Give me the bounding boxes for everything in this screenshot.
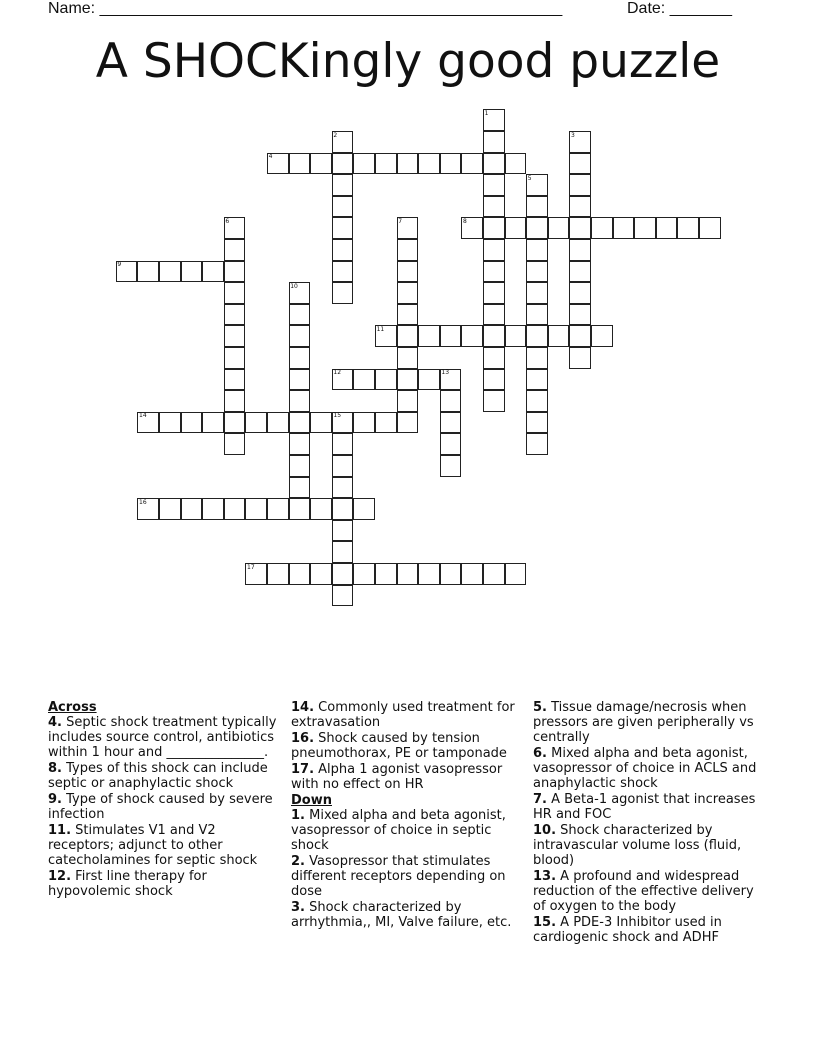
grid-cell[interactable] xyxy=(245,412,267,434)
clue-text: Type of shock caused by severe infection xyxy=(48,792,273,822)
clue-number-label: 15 xyxy=(333,412,342,420)
grid-cell[interactable] xyxy=(289,347,311,369)
grid-cell[interactable] xyxy=(332,455,354,477)
clue-number: 16. xyxy=(291,731,315,746)
grid-cell[interactable] xyxy=(483,217,505,239)
grid-cell[interactable] xyxy=(483,153,505,175)
grid-cell[interactable] xyxy=(526,217,548,239)
grid-cell[interactable] xyxy=(375,412,397,434)
clue-number-label: 7 xyxy=(398,218,403,225)
clue-text: A PDE-3 Inhibitor used in cardiogenic shock and ADHF xyxy=(533,915,722,945)
grid-cell[interactable] xyxy=(289,477,311,499)
clue-number: 10. xyxy=(533,823,557,838)
grid-cell[interactable] xyxy=(245,498,267,520)
grid-cell[interactable] xyxy=(224,498,246,520)
grid-cell[interactable] xyxy=(332,261,354,283)
grid-cell[interactable] xyxy=(569,196,591,218)
clue-text: Stimulates V1 and V2 receptors; adjunct to other catecholamines for septic shock xyxy=(48,823,258,868)
grid-cell[interactable] xyxy=(397,282,419,304)
grid-cell[interactable] xyxy=(569,304,591,326)
clue-number: 13. xyxy=(533,869,557,884)
clue-number-label: 5 xyxy=(527,174,532,182)
clue-item xyxy=(291,808,523,853)
clue-number-label: 2 xyxy=(333,131,338,139)
grid-cell[interactable] xyxy=(397,325,419,347)
grid-cell[interactable] xyxy=(397,347,419,369)
clue-item xyxy=(533,792,763,822)
grid-cell[interactable] xyxy=(440,325,462,347)
grid-cell[interactable] xyxy=(569,217,591,239)
grid-cell[interactable] xyxy=(202,498,224,520)
grid-cell[interactable] xyxy=(677,217,699,239)
grid-cell[interactable] xyxy=(591,325,613,347)
grid-cell[interactable] xyxy=(289,498,311,520)
grid-cell[interactable] xyxy=(224,325,246,347)
grid-cell[interactable] xyxy=(332,585,354,607)
grid-cell[interactable] xyxy=(591,217,613,239)
grid-cell[interactable] xyxy=(289,153,311,175)
grid-cell[interactable] xyxy=(440,455,462,477)
grid-cell[interactable] xyxy=(569,261,591,283)
clue-item xyxy=(291,731,523,761)
grid-cell[interactable] xyxy=(526,433,548,455)
grid-cell[interactable] xyxy=(526,369,548,391)
grid-cell[interactable] xyxy=(569,282,591,304)
grid-cell[interactable] xyxy=(202,261,224,283)
clue-number: 8. xyxy=(48,761,62,776)
grid-cell[interactable] xyxy=(224,347,246,369)
grid-cell[interactable] xyxy=(332,520,354,542)
clue-number-label: 9 xyxy=(117,261,122,269)
grid-cell[interactable] xyxy=(569,325,591,347)
grid-cell[interactable] xyxy=(224,390,246,412)
grid-cell[interactable] xyxy=(353,412,375,434)
clue-number-label: 8 xyxy=(463,218,467,225)
grid-cell[interactable] xyxy=(440,390,462,412)
grid-cell[interactable] xyxy=(289,455,311,477)
grid-cell[interactable] xyxy=(224,369,246,391)
grid-cell[interactable] xyxy=(353,563,375,585)
clue-number-label: 4 xyxy=(268,153,273,161)
clue-text: A profound and widespread reduction of the effective delivery of oxygen to the body xyxy=(533,869,754,914)
clue-number: 12. xyxy=(48,869,72,884)
grid-cell[interactable] xyxy=(440,153,462,175)
clue-text: Shock characterized by arrhythmia,, MI, Valve failure, etc. xyxy=(291,900,512,930)
puzzle-title: A SHOCKingly good puzzle xyxy=(95,34,721,89)
grid-cell[interactable] xyxy=(267,412,289,434)
grid-cell[interactable] xyxy=(483,239,505,261)
down-heading: Down xyxy=(291,793,332,808)
clue-text: Septic shock treatment typically includes source control, antibiotics within 1 hour and _______________. xyxy=(48,715,277,760)
grid-cell[interactable] xyxy=(289,304,311,326)
clue-item xyxy=(291,854,523,899)
across-heading: Across xyxy=(48,700,97,715)
grid-cell[interactable] xyxy=(353,369,375,391)
grid-cell[interactable] xyxy=(526,304,548,326)
grid-cell[interactable] xyxy=(483,174,505,196)
grid-cell[interactable] xyxy=(634,217,656,239)
grid-cell[interactable] xyxy=(483,369,505,391)
down-clue-list xyxy=(291,808,523,930)
clues-column-3 xyxy=(533,700,763,946)
clue-number: 2. xyxy=(291,854,305,869)
grid-cell[interactable] xyxy=(332,239,354,261)
clue-number: 5. xyxy=(533,700,547,715)
grid-cell[interactable] xyxy=(289,433,311,455)
clue-item xyxy=(48,715,280,760)
grid-cell[interactable] xyxy=(397,261,419,283)
grid-cell[interactable] xyxy=(461,153,483,175)
grid-cell[interactable] xyxy=(332,433,354,455)
clue-item xyxy=(533,915,763,945)
across-clue-list xyxy=(48,715,280,899)
grid-cell[interactable] xyxy=(397,369,419,391)
grid-cell[interactable] xyxy=(483,131,505,153)
clue-item xyxy=(533,746,763,791)
grid-cell[interactable] xyxy=(440,433,462,455)
grid-cell[interactable] xyxy=(375,153,397,175)
grid-cell[interactable] xyxy=(483,261,505,283)
grid-cell[interactable] xyxy=(418,153,440,175)
clue-number-label: 17 xyxy=(247,563,255,571)
clue-number-label: 14 xyxy=(139,412,147,420)
name-field: Name: ____________________________________________________ xyxy=(48,0,563,17)
clue-item xyxy=(291,762,523,792)
grid-cell[interactable] xyxy=(548,217,570,239)
grid-cell[interactable] xyxy=(375,369,397,391)
clues-column-2 xyxy=(291,700,523,931)
clue-item xyxy=(291,700,523,730)
clue-number: 1. xyxy=(291,808,305,823)
clue-number-label: 6 xyxy=(225,218,230,225)
grid-cell[interactable] xyxy=(483,563,505,585)
clue-text: First line therapy for hypovolemic shock xyxy=(48,869,207,899)
grid-cell[interactable] xyxy=(526,412,548,434)
grid-cell[interactable] xyxy=(137,261,159,283)
grid-cell[interactable] xyxy=(310,412,332,434)
grid-cell[interactable] xyxy=(289,369,311,391)
grid-cell[interactable] xyxy=(569,174,591,196)
clue-number: 14. xyxy=(291,700,315,715)
grid-cell[interactable] xyxy=(353,153,375,175)
grid-cell[interactable] xyxy=(418,325,440,347)
grid-cell[interactable] xyxy=(289,390,311,412)
grid-cell[interactable] xyxy=(181,498,203,520)
grid-cell[interactable] xyxy=(505,153,527,175)
grid-cell[interactable] xyxy=(375,563,397,585)
grid-cell[interactable] xyxy=(224,433,246,455)
grid-cell[interactable] xyxy=(224,239,246,261)
grid-cell[interactable] xyxy=(159,498,181,520)
clue-number-label: 16 xyxy=(139,498,147,506)
clue-number: 17. xyxy=(291,762,315,777)
grid-cell[interactable] xyxy=(483,304,505,326)
grid-cell[interactable] xyxy=(418,563,440,585)
grid-cell[interactable] xyxy=(310,153,332,175)
grid-cell[interactable] xyxy=(397,412,419,434)
grid-cell[interactable] xyxy=(483,282,505,304)
grid-cell[interactable] xyxy=(526,282,548,304)
grid-cell[interactable] xyxy=(310,563,332,585)
grid-cell[interactable] xyxy=(505,563,527,585)
grid-cell[interactable] xyxy=(267,498,289,520)
clue-number-label: 10 xyxy=(290,282,298,290)
down-clue-list-continued xyxy=(533,700,763,945)
grid-cell[interactable] xyxy=(526,347,548,369)
grid-cell[interactable] xyxy=(397,563,419,585)
grid-cell[interactable] xyxy=(505,217,527,239)
clue-text: Alpha 1 agonist vasopressor with no effect on HR xyxy=(291,762,503,792)
grid-cell[interactable] xyxy=(440,412,462,434)
grid-cell[interactable] xyxy=(289,412,311,434)
grid-cell[interactable] xyxy=(332,477,354,499)
clue-text: Commonly used treatment for extravasation xyxy=(291,700,515,730)
clue-text: Shock caused by tension pneumothorax, PE or tamponade xyxy=(291,731,507,761)
clue-number: 4. xyxy=(48,715,62,730)
grid-cell[interactable] xyxy=(202,412,224,434)
clue-number-label: 1 xyxy=(484,110,489,117)
grid-cell[interactable] xyxy=(569,347,591,369)
clue-item xyxy=(48,761,280,791)
clue-number: 7. xyxy=(533,792,547,807)
grid-cell[interactable] xyxy=(353,498,375,520)
grid-cell[interactable] xyxy=(332,498,354,520)
grid-cell[interactable] xyxy=(332,174,354,196)
clue-item xyxy=(533,869,763,914)
date-field: Date: _______ xyxy=(627,0,732,17)
grid-cell[interactable] xyxy=(569,239,591,261)
grid-cell[interactable] xyxy=(332,541,354,563)
clue-text: Vasopressor that stimulates different receptors depending on dose xyxy=(291,854,506,899)
grid-cell[interactable] xyxy=(224,282,246,304)
grid-cell[interactable] xyxy=(483,347,505,369)
grid-cell[interactable] xyxy=(159,412,181,434)
grid-cell[interactable] xyxy=(440,563,462,585)
clues-column-1 xyxy=(48,700,280,900)
clue-item xyxy=(533,700,763,745)
grid-cell[interactable] xyxy=(656,217,678,239)
clue-item xyxy=(48,792,280,822)
clue-text: Tissue damage/necrosis when pressors are given peripherally vs centrally xyxy=(533,700,754,745)
grid-cell[interactable] xyxy=(397,239,419,261)
grid-cell[interactable] xyxy=(289,563,311,585)
clue-number-label: 11 xyxy=(376,326,385,333)
clue-item xyxy=(48,869,280,899)
clue-number-label: 3 xyxy=(571,131,575,139)
grid-cell[interactable] xyxy=(613,217,635,239)
grid-cell[interactable] xyxy=(332,196,354,218)
grid-cell[interactable] xyxy=(289,325,311,347)
clue-text: Mixed alpha and beta agonist, vasopressor of choice in septic shock xyxy=(291,808,506,853)
grid-cell[interactable] xyxy=(332,153,354,175)
grid-cell[interactable] xyxy=(181,261,203,283)
grid-cell[interactable] xyxy=(181,412,203,434)
clue-item xyxy=(291,900,523,930)
grid-cell[interactable] xyxy=(505,325,527,347)
grid-cell[interactable] xyxy=(397,153,419,175)
grid-cell[interactable] xyxy=(224,261,246,283)
grid-cell[interactable] xyxy=(224,412,246,434)
grid-cell[interactable] xyxy=(461,563,483,585)
grid-cell[interactable] xyxy=(418,369,440,391)
grid-cell[interactable] xyxy=(526,325,548,347)
across-clue-list-continued xyxy=(291,700,523,792)
clue-text: A Beta-1 agonist that increases HR and FOC xyxy=(533,792,756,822)
clue-number-label: 13 xyxy=(441,369,450,377)
clue-text: Mixed alpha and beta agonist, vasopressor of choice in ACLS and anaphylactic shock xyxy=(533,746,757,791)
clue-item xyxy=(533,823,763,868)
grid-cell[interactable] xyxy=(483,325,505,347)
grid-cell[interactable] xyxy=(397,390,419,412)
grid-cell[interactable] xyxy=(526,239,548,261)
grid-cell[interactable] xyxy=(526,196,548,218)
grid-cell[interactable] xyxy=(461,325,483,347)
clue-number-label: 12 xyxy=(333,369,342,377)
grid-cell[interactable] xyxy=(332,282,354,304)
grid-cell[interactable] xyxy=(332,217,354,239)
grid-cell[interactable] xyxy=(267,563,289,585)
clue-number: 15. xyxy=(533,915,557,930)
grid-cell[interactable] xyxy=(159,261,181,283)
grid-cell[interactable] xyxy=(526,261,548,283)
clue-number: 6. xyxy=(533,746,547,761)
grid-cell[interactable] xyxy=(483,390,505,412)
grid-cell[interactable] xyxy=(397,304,419,326)
clue-number: 11. xyxy=(48,823,72,838)
grid-cell[interactable] xyxy=(310,498,332,520)
clue-text: Shock characterized by intravascular volume loss (fluid, blood) xyxy=(533,823,742,868)
grid-cell[interactable] xyxy=(332,563,354,585)
grid-cell[interactable] xyxy=(699,217,721,239)
grid-cell[interactable] xyxy=(483,196,505,218)
clue-number: 3. xyxy=(291,900,305,915)
clue-item xyxy=(48,823,280,868)
grid-cell[interactable] xyxy=(224,304,246,326)
grid-cell[interactable] xyxy=(569,153,591,175)
grid-cell[interactable] xyxy=(526,390,548,412)
grid-cell[interactable] xyxy=(548,325,570,347)
clue-number: 9. xyxy=(48,792,62,807)
clue-text: Types of this shock can include septic or anaphylactic shock xyxy=(48,761,268,791)
